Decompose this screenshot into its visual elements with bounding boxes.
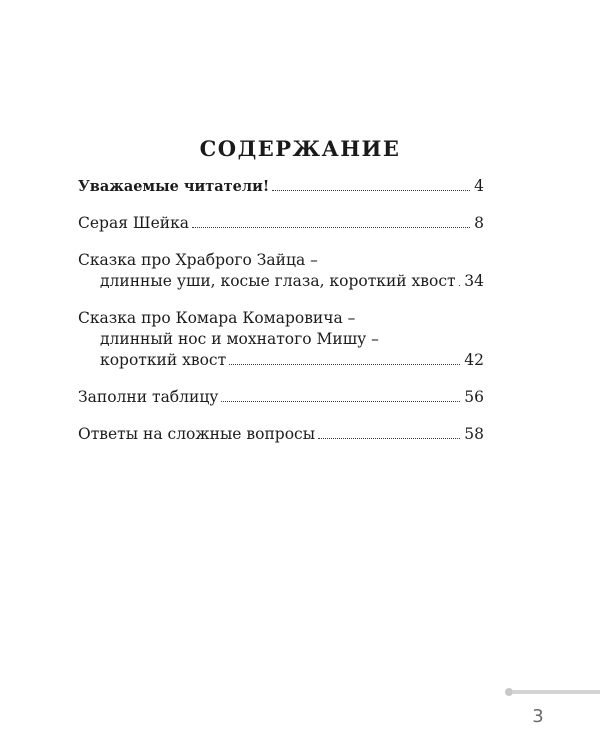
toc-entry-title: Сказка про Комара Комаровича – [78,309,356,327]
toc-entry-title: Сказка про Храброго Зайца – [78,251,318,269]
table-of-contents [78,176,484,461]
toc-entry-title: Уважаемые читатели! [78,178,270,195]
toc-entry-fill-table[interactable] [78,387,484,408]
toc-entry-title: Заполни таблицу [78,388,219,406]
toc-entry-subtitle: длинный нос и мохнатого Мишу – [100,330,379,348]
dot-leader [459,285,461,286]
toc-entry-subtitle: длинные уши, косые глаза, короткий хвост [100,272,456,290]
toc-entry-title: Ответы на сложные вопросы [78,425,316,443]
dot-leader [318,438,460,439]
toc-entry-brave-hare[interactable] [78,250,484,292]
page-title: СОДЕРЖАНИЕ [199,136,401,161]
toc-entry-answers[interactable] [78,424,484,445]
dot-leader [221,401,460,402]
toc-entry-page: 8 [474,214,484,232]
decoration-line [513,690,600,694]
toc-entry-komar-komarovich[interactable] [78,308,484,371]
page-number-decoration [505,686,600,698]
toc-entry-title: Серая Шейка [78,214,190,232]
toc-entry-page: 58 [464,425,484,443]
toc-entry-page: 56 [464,388,484,406]
dot-leader [272,190,470,191]
dot-leader [192,227,470,228]
toc-entry-page: 42 [464,351,484,369]
dot-leader [229,364,460,365]
decoration-dot [505,688,513,696]
toc-entry-subtitle: короткий хвост [100,351,227,369]
toc-entry-seraya-sheika[interactable] [78,213,484,234]
page-number: 3 [532,706,544,727]
toc-entry-page: 34 [464,272,484,290]
toc-entry-page: 4 [474,177,484,195]
toc-entry-readers[interactable] [78,176,484,197]
